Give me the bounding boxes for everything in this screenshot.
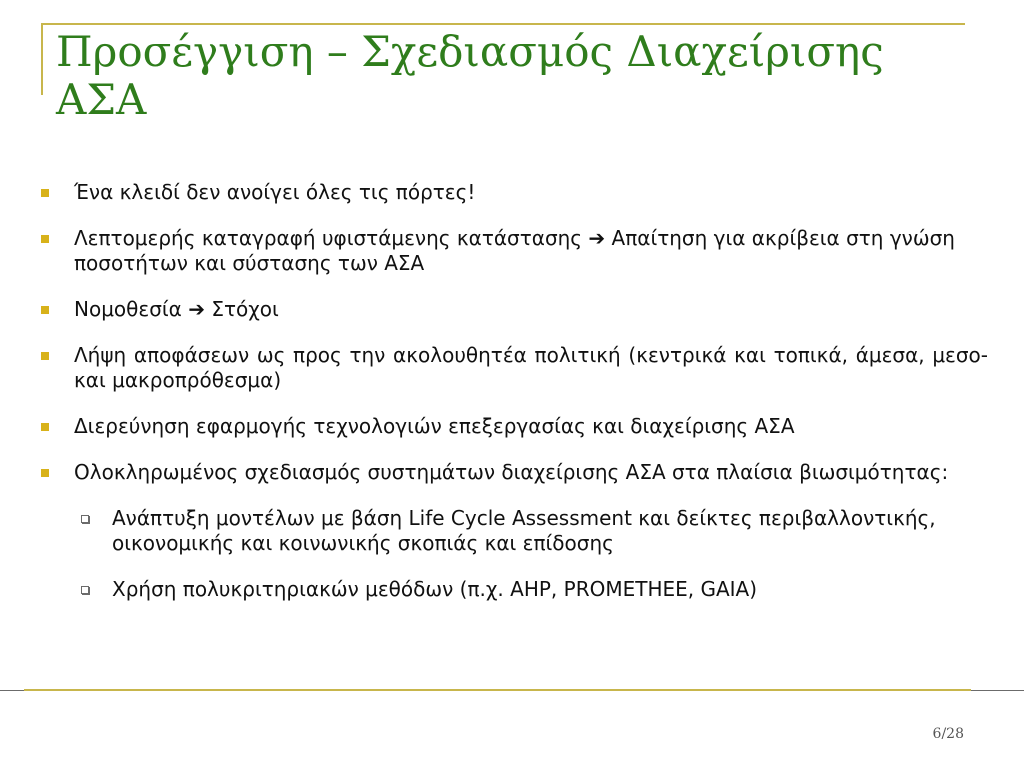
bullet-text: Ολοκληρωμένος σχεδιασμός συστημάτων διαχείρισης ΑΣΑ στα πλαίσια βιωσιμότητας: bbox=[74, 460, 949, 484]
square-bullet-icon bbox=[41, 469, 49, 477]
sub-bullet-item bbox=[38, 506, 988, 556]
bullet-text: Απαίτηση για ακρίβεια στη γνώση ποσοτήτων και σύστασης των ΑΣΑ bbox=[74, 226, 955, 275]
right-arrow-icon: ➔ bbox=[188, 297, 205, 321]
square-bullet-icon bbox=[41, 189, 49, 197]
bullet-item bbox=[38, 343, 988, 393]
footer-gold-line bbox=[24, 689, 971, 691]
square-bullet-icon bbox=[41, 306, 49, 314]
bullet-text: Ένα κλειδί δεν ανοίγει όλες τις πόρτες! bbox=[74, 180, 476, 204]
bullet-list bbox=[38, 180, 988, 602]
bullet-item bbox=[38, 297, 988, 322]
slide-title-line-2: ΑΣΑ bbox=[56, 75, 147, 124]
bullet-text: Λεπτομερής καταγραφή υφιστάμενης κατάστασης bbox=[74, 226, 583, 250]
bullet-text: Λήψη αποφάσεων ως προς την ακολουθητέα πολιτική (κεντρικά και τοπικά, άμεσα, μεσο- και μακροπρόθεσμα) bbox=[74, 343, 988, 392]
sub-bullet-item bbox=[38, 577, 988, 602]
sub-bullet-text: Χρήση πολυκριτηριακών μεθόδων (π.χ. AHP, PROMETHEE, GAIA) bbox=[112, 577, 758, 601]
square-bullet-icon bbox=[41, 352, 49, 360]
title-frame-top-line bbox=[41, 23, 965, 25]
slide-title bbox=[56, 28, 956, 124]
bullet-item bbox=[38, 414, 988, 439]
sub-bullet-text: Ανάπτυξη μοντέλων με βάση Life Cycle Assessment και δείκτες περιβαλλοντικής, οικονομικής και κοινωνικής σκοπιάς και επίδοσης bbox=[112, 506, 936, 555]
bullet-text: Διερεύνηση εφαρμογής τεχνολογιών επεξεργασίας και διαχείρισης ΑΣΑ bbox=[74, 414, 795, 438]
square-bullet-icon bbox=[41, 423, 49, 431]
bullet-item bbox=[38, 460, 988, 485]
bullet-text: Νομοθεσία bbox=[74, 297, 182, 321]
bullet-text: Στόχοι bbox=[211, 297, 279, 321]
bullet-item bbox=[38, 226, 988, 276]
page-number: 6/28 bbox=[932, 726, 964, 742]
square-bullet-icon bbox=[41, 235, 49, 243]
bullet-item bbox=[38, 180, 988, 205]
slide-title-line-1: Προσέγγιση – Σχεδιασμός Διαχείρισης bbox=[56, 27, 884, 76]
title-frame-left-line bbox=[41, 23, 43, 95]
hollow-square-bullet-icon bbox=[81, 586, 89, 594]
hollow-square-bullet-icon bbox=[81, 515, 89, 523]
right-arrow-icon: ➔ bbox=[588, 226, 606, 250]
